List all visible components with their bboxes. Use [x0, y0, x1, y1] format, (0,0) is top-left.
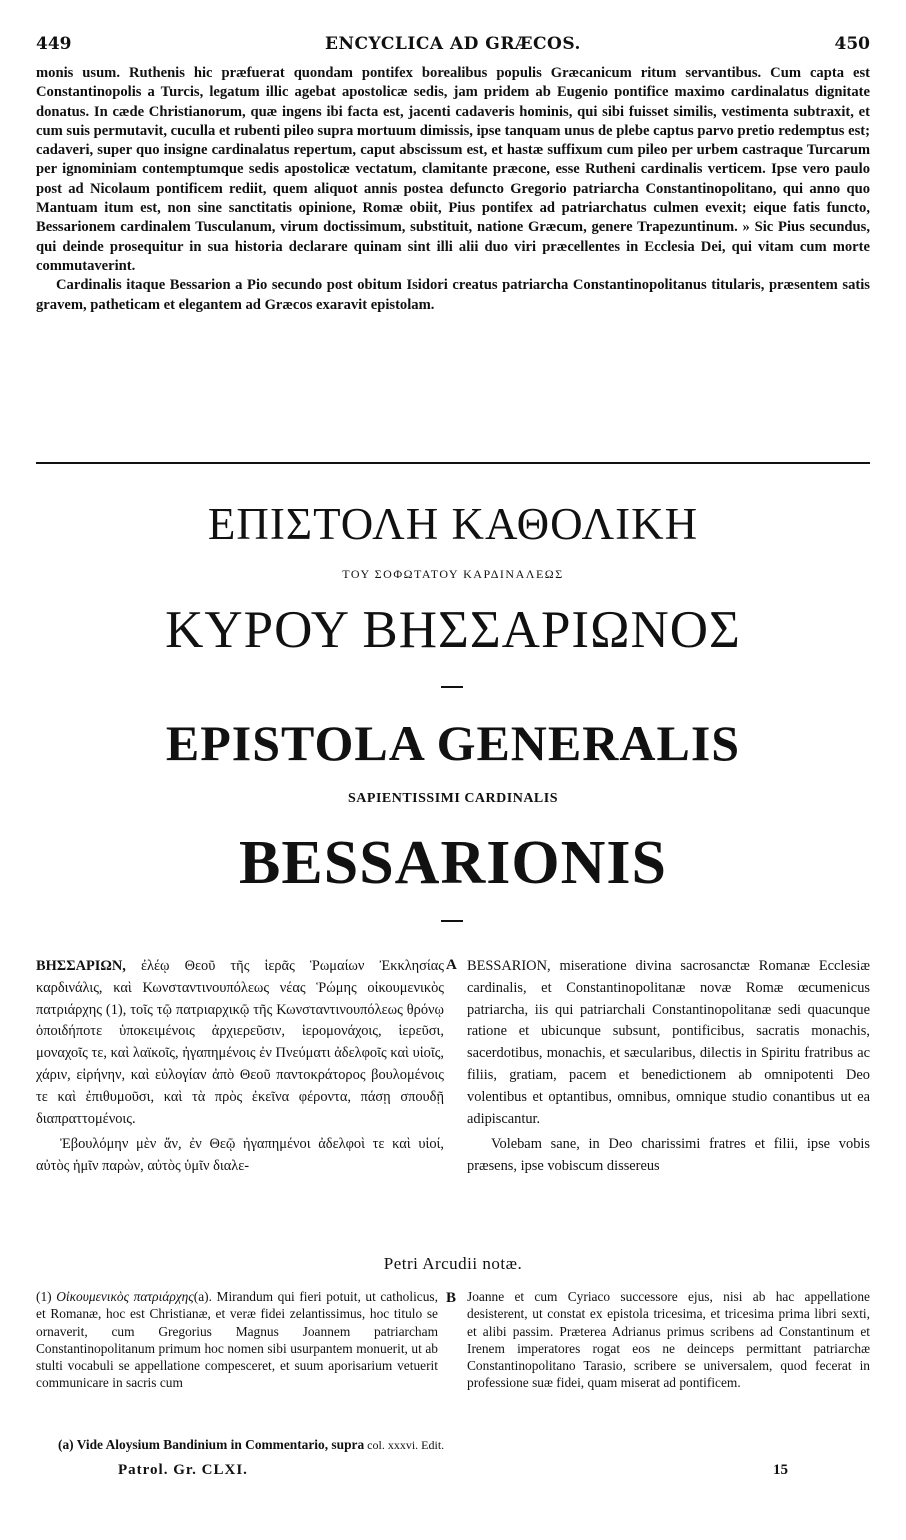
- notes-heading: Petri Arcudii notæ.: [383, 1254, 523, 1273]
- footnote-tail: col. xxxvi. Edit.: [364, 1438, 445, 1452]
- running-title: ENCYCLICA AD GRÆCOS.: [325, 34, 581, 54]
- greek-salutation: ἐλέῳ Θεοῦ τῆς ἱερᾶς Ῥωμαίων Ἐκκλησίας καρδινάλις, καὶ Κωνσταντινουπόλεως νέας Ῥώμης οἰκουμενικὸς πατριάρχης (1), τοῖς τῷ πατριαρχικῷ τῆς Κωνσταντινουπόλεως θρόνῳ ὁποιδήποτε ὑποκειμένοις ἀρχιερεῦσιν, ἱερομονάχοις, ἱερεῦσι, μοναχοῖς τε, καὶ λαϊκοῖς, ἠγαπημένοις ἐν Πνεύματι ἀδελφοῖς καὶ υἱοῖς, χάριν, εἰρήνην, καὶ εὐλογίαν ἀπὸ Θεοῦ παντοκράτορος βουλομένοις τε καὶ ἐπιθυμοῦσι, καὶ τὰ πρὸς ἐκεῖνα φέροντα, πάσῃ σπουδῇ διαπραττομένοις.: [36, 958, 444, 1127]
- latin-salutation: miseratione divina sacrosanctæ Romanæ Ecclesiæ cardinalis, et Constantinopolitanæ novæ Romæ œcumenicus patriarcha, iis qui patriarchali Constantinopolitanæ sedi quacunque ratione et ubicunque subsunt, pontificibus, sacratis monachis, sacerdotibus, monachis, et sæcularibus, dilectis in Spiritu fratribus ac filiis, gratiam, pacem et benedictionem ab omnipotenti Deo volentibus et optantibus, omnibus, omnique studio conantibus ut ea adipiscantur.: [467, 958, 870, 1127]
- greek-subtitle: ΤΟΥ ΣΟΦΩΤΑΤΟΥ ΚΑΡΔΙΝΑΛΕΩΣ: [342, 567, 564, 581]
- section-divider: [36, 462, 870, 464]
- left-page-number: 449: [36, 34, 72, 54]
- right-page-number: 450: [834, 34, 870, 54]
- note-right-column: [467, 1288, 870, 1392]
- greek-paragraph-2: Ἐβουλόμην μὲν ἄν, ἐν Θεῷ ἠγαπημένοι ἀδελφοὶ τε καὶ υἱοί, αὐτὸς ἡμῖν παρὼν, αὐτὸς ὑμῖν διαλε-: [36, 1136, 444, 1175]
- footer-series: Patrol. Gr. CLXI.: [118, 1462, 248, 1478]
- footnote: [58, 1436, 870, 1454]
- title-dash: [441, 686, 463, 688]
- running-head: [36, 34, 870, 58]
- latin-paragraph-2: Volebam sane, in Deo charissimi fratres et filii, ipse vobis præsens, ipse vobiscum dissereus: [467, 1136, 870, 1175]
- footer-signature: 15: [773, 1462, 788, 1478]
- greek-paragraph-1: [36, 956, 444, 1130]
- note-number: (1): [36, 1289, 57, 1304]
- note-footnote-ref: (a).: [193, 1289, 212, 1304]
- intro-paragraph-1: monis usum. Ruthenis hic præfuerat quondam pontifex borealibus populis Græcanicum ritum servantibus. Cum capta est Constantinopolis a Turcis, legatum illic agebat apostolicæ sedis, jam pridem ab Eugenio pontifice maximo cardinalatus dignitate donatus. In cæde Christianorum, quæ ingens ibi facta est, jacenti cadaveris hominis, qui sibi fuisset similis, vestimenta subtraxit, et cum suis permutavit, cuculla et rubenti pileo supra mortuum dimissis, ipse tanquam unus de plebe captus parvo pretio redemptus est; cadaveri, super quo insigne cardinalatus repertum, caput abscissum est, et hastæ suffixum cum pileo per urbem castraque Turcarum per ignominiam contemptumque sedis apostolicæ vectatum, clamitante præcone, esse Rutheni cardinalis verticem. Ipse vero paulo post ad Nicolaum pontificem rediit, quem aliquot annis postea defuncto Gregorio patriarcha Constantinopolitano, qui anno quo Mantuam itum est, non sine sanctitatis opinione, Romæ obiit, Pius pontifex ad patriarchatus culmen evexit; eique fatis functo, Bessarionem cardinalem Tusculanum, virum doctissimum, substituit, natione Græcum, genere Trapezuntinum. » Sic Pius secundus, qui deinde prosequitur in sua historia declarare quinam sint illi alii duo viri præcellentes in Ecclesia Dei, qui vitam cum morte commutaverint.: [36, 65, 870, 274]
- latin-column: [467, 956, 870, 1178]
- note-left-column: [36, 1288, 438, 1392]
- margin-letter-a: A: [446, 957, 457, 973]
- intro-paragraph-2: Cardinalis itaque Bessarion a Pio secundo post obitum Isidori creatus patriarcha Constantinopolitanus titularis, præsentem satis gravem, patheticam et elegantem ad Græcos exaravit epistolam.: [36, 277, 870, 313]
- greek-name-title: ΚΥΡΟΥ ΒΗΣΣΑΡΙΩΝΟΣ: [165, 601, 741, 659]
- latin-main-title: EPISTOLA GENERALIS: [165, 715, 741, 771]
- latin-paragraph-1: [467, 956, 870, 1130]
- page-footer: [118, 1462, 788, 1484]
- note-paragraph-left: [36, 1288, 438, 1392]
- note-right-text: Joanne et cum Cyriaco successore ejus, nisi ab hac appellatione desisterent, ut constat ex epistola tricesima, et tricesima prima libri sexti, et alibi passim. Præterea Adrianus primus scribens ad Constantinum et Irenem imperatores rogat eos ne deinceps permittant patriarchæ Constantinopolitano Tarasio, scribere se universalem, quod fecerat in professione suæ fidei, quam miserat ad pontificem.: [467, 1289, 870, 1391]
- greek-main-title: ΕΠΙΣΤΟΛΗ ΚΑΘΟΛΙΚΗ: [207, 499, 699, 549]
- intro-text: [36, 64, 870, 315]
- latin-subtitle: SAPIENTISSIMI CARDINALIS: [348, 791, 558, 806]
- footnote-text: (a) Vide Aloysium Bandinium in Commentario, supra: [58, 1437, 365, 1452]
- greek-lead: ΒΗΣΣΑΡΙΩΝ,: [36, 958, 126, 974]
- title-dash-lower: [441, 920, 463, 922]
- note-left-text: Mirandum qui fieri potuit, ut catholicus, et Romanæ, hoc est Christianæ, et veræ fidei zelantissimus, hoc titulo se ornaverit, cum Gregorius Magnus Joannem patriarcham Constantinopolitanum primum hoc nomen sibi usurpantem monuerit, ut ab stulti vocabuli se appellatione compesceret, et suum aporisarium vetuerit communicare in sacris cum: [36, 1289, 438, 1391]
- latin-name-title: BESSARIONIS: [239, 829, 667, 897]
- greek-column: [36, 956, 444, 1178]
- margin-letter-b: B: [446, 1290, 457, 1306]
- note-greek-term: Οἰκουμενικὸς πατριάρχης: [56, 1289, 194, 1304]
- latin-lead: BESSARION,: [467, 958, 551, 974]
